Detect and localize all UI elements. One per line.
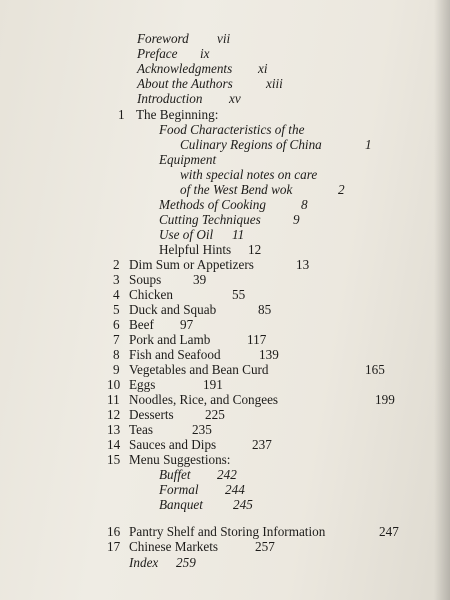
entry-title: Culinary Regions of China <box>180 137 322 152</box>
toc-subentry-continued <box>180 137 372 153</box>
toc-chapter <box>113 317 194 333</box>
entry-title: with special notes on care <box>180 167 318 182</box>
chapter-title: Pork and Lamb <box>129 332 211 347</box>
toc-subentry <box>159 227 245 243</box>
entry-page: 165 <box>365 362 385 377</box>
entry-title: Acknowledgments <box>137 61 233 76</box>
toc-entry-preface <box>137 46 210 62</box>
chapter-title: Beef <box>129 317 154 332</box>
chapter-title: Duck and Squab <box>129 302 217 317</box>
entry-page: 139 <box>259 347 279 362</box>
toc-chapter <box>113 287 246 303</box>
entry-title: of the West Bend wok <box>180 182 293 197</box>
entry-page: 199 <box>375 392 395 407</box>
entry-title: Equipment <box>159 152 217 167</box>
toc-chapter <box>113 302 272 318</box>
toc-subentry-continued <box>180 182 345 198</box>
chapter-number: 5 <box>113 302 120 317</box>
chapter-number: 7 <box>113 332 120 347</box>
entry-title: About the Authors <box>137 76 233 91</box>
toc-entry-foreword <box>137 31 231 47</box>
toc-chapter <box>107 524 399 540</box>
entry-page: 55 <box>232 287 246 302</box>
toc-chapter <box>113 347 279 363</box>
toc-entry-acknowledgments <box>137 61 268 77</box>
chapter-number: 16 <box>107 524 121 539</box>
toc-subentry <box>159 152 216 168</box>
entry-page: 9 <box>293 212 300 227</box>
toc-entry-introduction <box>137 91 241 107</box>
chapter-number: 14 <box>107 437 121 452</box>
entry-page: 97 <box>180 317 194 332</box>
toc-subentry-formal <box>159 482 245 498</box>
entry-title: Formal <box>159 482 199 497</box>
entry-page: 8 <box>301 197 308 212</box>
chapter-title: Chinese Markets <box>129 539 218 554</box>
chapter-number: 11 <box>107 392 120 407</box>
entry-page: 85 <box>258 302 272 317</box>
entry-title: Introduction <box>137 91 203 106</box>
page-edge-shadow <box>434 0 450 600</box>
toc-subentry-banquet <box>159 497 253 513</box>
toc-subentry-continued <box>180 167 317 183</box>
entry-page: 39 <box>193 272 207 287</box>
chapter-title: Desserts <box>129 407 174 422</box>
chapter-title: Pantry Shelf and Storing Information <box>129 524 326 539</box>
toc-chapter <box>107 407 225 423</box>
entry-title: Index <box>129 555 159 570</box>
entry-page: 235 <box>192 422 212 437</box>
chapter-number: 1 <box>118 107 125 122</box>
entry-title: Use of Oil <box>159 227 214 242</box>
entry-title: Preface <box>137 46 178 61</box>
chapter-number: 13 <box>107 422 121 437</box>
chapter-number: 17 <box>107 539 121 554</box>
chapter-number: 8 <box>113 347 120 362</box>
chapter-title: Noodles, Rice, and Congees <box>129 392 279 407</box>
chapter-number: 9 <box>113 362 120 377</box>
entry-title: Methods of Cooking <box>159 197 266 212</box>
entry-page: 242 <box>217 467 237 482</box>
entry-page: 245 <box>233 497 253 512</box>
entry-title: Cutting Techniques <box>159 212 261 227</box>
entry-page: 2 <box>338 182 345 197</box>
chapter-number: 4 <box>113 287 120 302</box>
entry-page: 117 <box>247 332 267 347</box>
chapter-title: Eggs <box>129 377 156 392</box>
chapter-title: Teas <box>129 422 153 437</box>
toc-chapter-15 <box>107 452 231 468</box>
toc-chapter <box>107 392 395 408</box>
entry-page: 237 <box>252 437 272 452</box>
entry-page: 1 <box>365 137 372 152</box>
toc-chapter-1 <box>118 107 219 123</box>
chapter-title: Dim Sum or Appetizers <box>129 257 254 272</box>
chapter-number: 12 <box>107 407 121 422</box>
chapter-title: Sauces and Dips <box>129 437 217 452</box>
chapter-number: 3 <box>113 272 120 287</box>
toc-subentry <box>159 122 304 138</box>
entry-page: vii <box>217 31 231 46</box>
entry-page: 13 <box>296 257 310 272</box>
entry-title: Foreword <box>137 31 189 46</box>
toc-entry-index <box>129 555 196 571</box>
toc-chapter <box>107 422 212 438</box>
chapter-number: 10 <box>107 377 121 392</box>
entry-page: 225 <box>205 407 225 422</box>
toc-entry-about-authors <box>137 76 283 92</box>
entry-page: ix <box>200 46 210 61</box>
entry-title: Buffet <box>159 467 191 482</box>
entry-page: 191 <box>203 377 223 392</box>
entry-title: Banquet <box>159 497 203 512</box>
toc-chapter <box>113 272 207 288</box>
entry-page: 12 <box>248 242 262 257</box>
toc-chapter <box>113 362 385 378</box>
entry-title: Helpful Hints <box>159 242 232 257</box>
toc-chapter <box>113 257 310 273</box>
chapter-number: 2 <box>113 257 120 272</box>
entry-page: 247 <box>379 524 399 539</box>
chapter-title: Vegetables and Bean Curd <box>129 362 269 377</box>
chapter-title: Chicken <box>129 287 173 302</box>
chapter-number: 15 <box>107 452 121 467</box>
chapter-title: The Beginning: <box>136 107 219 122</box>
toc-subentry <box>159 197 308 213</box>
entry-page: xiii <box>266 76 283 91</box>
toc-subentry-buffet <box>159 467 237 483</box>
entry-page: 257 <box>255 539 275 554</box>
toc-chapter <box>107 437 272 453</box>
toc-chapter <box>107 377 223 393</box>
toc-chapter <box>113 332 267 348</box>
entry-page: xv <box>229 91 241 106</box>
toc-subentry <box>159 242 262 258</box>
chapter-title: Soups <box>129 272 162 287</box>
entry-title: Food Characteristics of the <box>159 122 305 137</box>
chapter-title: Fish and Seafood <box>129 347 221 362</box>
entry-page: 244 <box>225 482 245 497</box>
chapter-title: Menu Suggestions: <box>129 452 231 467</box>
chapter-number: 6 <box>113 317 120 332</box>
toc-subentry <box>159 212 300 228</box>
entry-page: 11 <box>232 227 245 242</box>
toc-chapter <box>107 539 275 555</box>
entry-page: xi <box>258 61 268 76</box>
entry-page: 259 <box>176 555 196 570</box>
